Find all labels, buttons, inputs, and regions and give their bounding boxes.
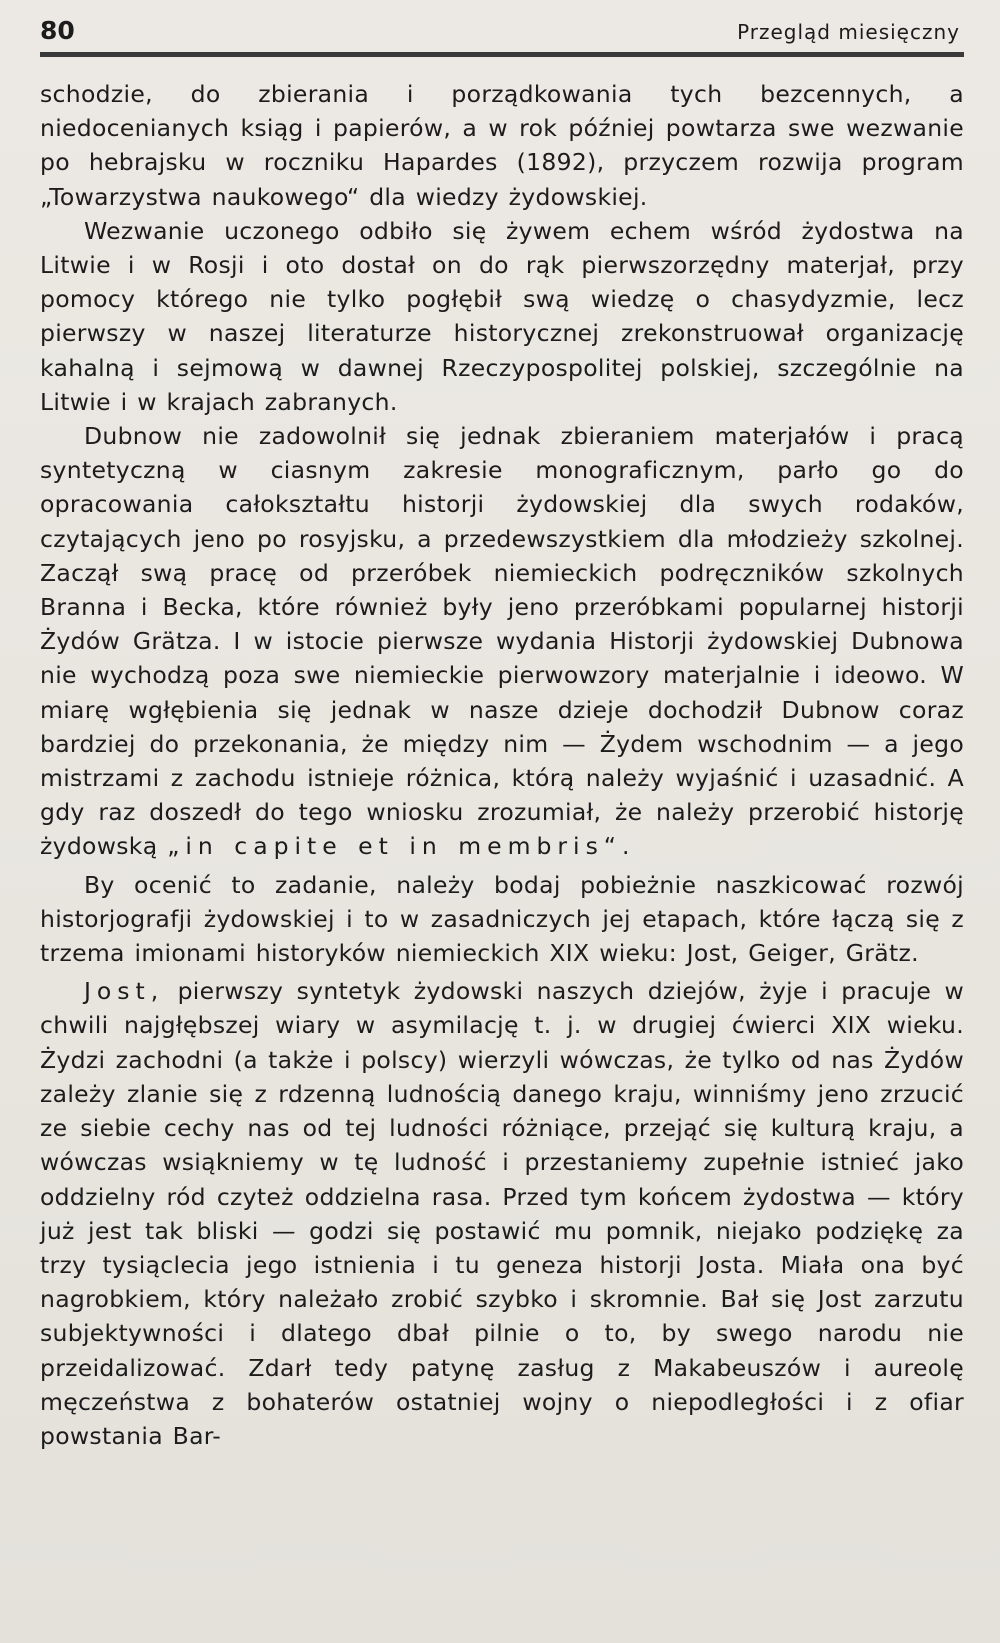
paragraph-4 bbox=[40, 868, 964, 971]
paragraph-3 bbox=[40, 419, 964, 864]
page-header bbox=[40, 0, 964, 52]
paragraph-3-text: Dubnow nie zadowolnił się jednak zbieraniem materjałów i pracą syntetyczną w ciasnym zakresie monograficznym, parło go do opracowania całokształtu historji żydowskiej dla swych rodaków, czytających jeno po rosyjsku, a przedewszystkiem dla młodzieży szkolnej. Zaczął swą pracę od przeróbek niemieckich podręczników szkolnych Branna i Becka, które również były jeno przeróbkami popularnej historji Żydów Grätza. I w istocie pierwsze wydania Historji żydowskiej Dubnowa nie wychodzą poza swe niemieckie pierwowzory materjalnie i ideowo. W miarę wgłębienia się jednak w nasze dzieje dochodził Dubnow coraz bardziej do przekonania, że między nim — Żydem wschodnim — a jego mistrzami z zachodu istnieje różnica, którą należy wyjaśnić i uzasadnić. A gdy raz doszedł do tego wniosku zrozumiał, że należy przerobić historję żydowską bbox=[40, 422, 964, 861]
page-number: 80 bbox=[40, 16, 75, 45]
body-text bbox=[40, 77, 964, 1453]
paragraph-2 bbox=[40, 214, 964, 419]
name-jost-spaced: Jost, bbox=[84, 977, 165, 1006]
paragraph-2-text: Wezwanie uczonego odbiło się żywem echem wśród żydostwa na Litwie i w Rosji i oto dostał on do rąk pierwszorzędny materjał, przy pomocy którego nie tylko pogłębił swą wiedzę o chasydyzmie, lecz pierwszy w naszej literaturze historycznej zrekonstruował organizację kahalną i sejmową w dawnej Rzeczypospolitej polskiej, szczególnie na Litwie i w krajach zabranych. bbox=[40, 216, 964, 416]
paragraph-5-text: pierwszy syntetyk żydowski naszych dziejów, żyje i pracuje w chwili najgłębszej wiary w asymilację t. j. w drugiej ćwierci XIX wieku. Żydzi zachodni (a także i polscy) wierzyli wówczas, że tylko od nas Żydów zależy zlanie się z rdzenną ludnością danego kraju, winniśmy jeno zrzucić ze siebie cechy nas od tej ludności różniące, przejąć się kulturą kraju, a wówczas wsiąkniemy w tę ludność i przestaniemy zupełnie istnieć jako oddzielny ród czyteż oddzielna rasa. Przed tym końcem żydostwa — który już jest tak bliski — godzi się postawić mu pomnik, niejako podziękę za trzy tysiąclecia jego istnienia i tu geneza historji Josta. Miała ona być nagrobkiem, który należało zrobić szybko i skromnie. Bał się Jost zarzutu subjektywności i dlatego dbał pilnie o to, by swego narodu nie przeidalizować. Zdarł tedy patynę zasług z Makabeuszów i aureolę męczeństwa z bohaterów ostatniej wojny o niepodległości i z ofiar powstania Bar- bbox=[40, 977, 964, 1450]
header-rule bbox=[40, 52, 964, 57]
paragraph-4-text: By ocenić to zadanie, należy bodaj pobieżnie naszkicować rozwój historjografji żydowskiej i to w zasadniczych jej etapach, które łączą się z trzema imionami historyków niemieckich XIX wieku: Jost, Geiger, Grätz. bbox=[40, 870, 964, 968]
latin-phrase: „in capite et in membris“. bbox=[167, 832, 636, 861]
paragraph-1 bbox=[40, 77, 964, 214]
running-title: Przegląd miesięczny bbox=[737, 20, 960, 44]
paragraph-5 bbox=[40, 974, 964, 1453]
paragraph-1-text: schodzie, do zbierania i porządkowania tych bezcennych, a niedocenianych ksiąg i papierów, a w rok później powtarza swe wezwanie po hebrajsku w roczniku Hapardes (1892), przyczem rozwija program „Towarzystwa naukowego“ dla wiedzy żydowskiej. bbox=[40, 80, 964, 211]
